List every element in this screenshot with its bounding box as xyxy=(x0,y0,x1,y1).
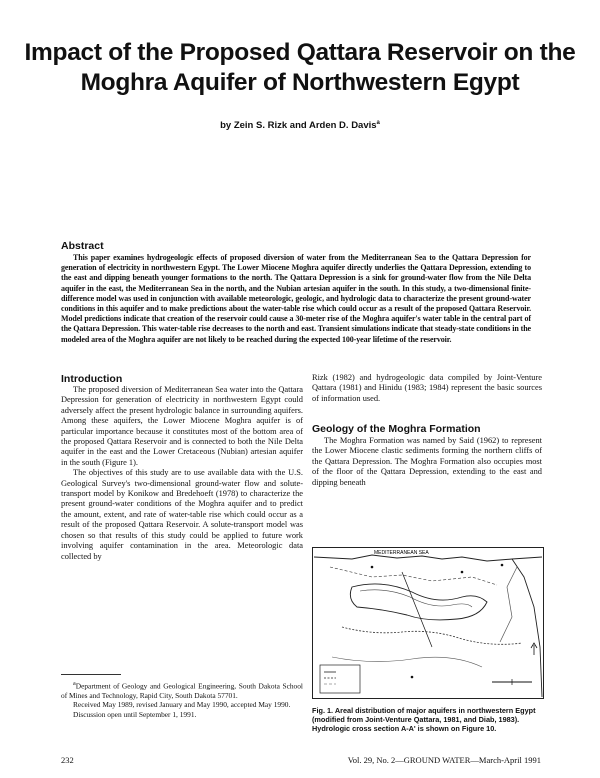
footnote-affiliation: $^a$Department of Geology and Geological Engineering, South Dakota School of Mines and Technology, Rapid City, South Dakota 57701. xyxy=(61,681,303,700)
map-label-sea: MEDITERRANEAN SEA xyxy=(374,550,429,556)
geology-body xyxy=(312,436,542,488)
author-names: by Zein S. Rizk and Arden D. Davis xyxy=(220,120,377,132)
page-number: 232 xyxy=(61,755,74,765)
geology-paragraph: The Moghra Formation was named by Said (1962) to represent the Lower Miocene clastic sediments forming the northern cliffs of the Qattara Depression. The Moghra Formation also occupies most of the floor of the Qattara Depression, extending to the east and dipping beneath xyxy=(312,436,542,487)
figure-1-map xyxy=(312,547,544,699)
introduction-paragraph-1: The proposed diversion of Mediterranean Sea water into the Qattara Depression for generation of electricity in northwestern Egypt could adversely affect the present hydrologic balance in surrounding aquifers. Among these aquifers, the Lower Miocene Moghra aquifer is of particular importance because it constitutes most of the bottom area of the proposed Qattara Reservoir and is connected to both the Nile Delta aquifer in the east and the Lower Cretaceous (Nubian) artesian aquifer in the south (Figure 1). xyxy=(61,385,303,467)
author-line xyxy=(0,120,600,131)
town-marker xyxy=(411,676,414,679)
town-marker xyxy=(501,564,504,567)
journal-info: Vol. 29, No. 2—GROUND WATER—March-April 1991 xyxy=(347,755,541,765)
footnote-marker: a xyxy=(73,681,76,687)
author-footnote-marker: a xyxy=(376,120,380,126)
footnote-rule xyxy=(61,674,121,675)
footnote-received: Received May 1989, revised January and May 1990, accepted May 1990. xyxy=(73,700,291,710)
footnotes xyxy=(61,680,303,719)
town-marker xyxy=(461,571,464,574)
introduction-paragraph-2: The objectives of this study are to use available data with the U.S. Geological Survey's two-dimensional ground-water flow and solute-transport model by Konikow and Bredehoeft (1978) to characterize the present ground-water conditions of the Moghra aquifer and to predict the amount, extent, and rate of water-table rise which could occur as a result of the proposed Qattara Reservoir. A solute-transport model was chosen so that results of this study could be applied to future work involving aquifer contamination in the area. Meteorologic data collected by xyxy=(61,468,303,561)
paper-title: Impact of the Proposed Qattara Reservoir on the Moghra Aquifer of Northwestern Egypt xyxy=(24,39,576,96)
introduction-heading: Introduction xyxy=(61,373,123,385)
geology-heading: Geology of the Moghra Formation xyxy=(312,423,481,435)
map-legend-box xyxy=(320,665,360,693)
town-marker xyxy=(371,566,374,569)
introduction-body xyxy=(61,385,303,562)
figure-1-caption: Fig. 1. Areal distribution of major aquifers in northwestern Egypt (modified from Joint-Venture Qattara, 1981, and Diab, 1983). Hydrologic cross section A-A' is shown on Figure 10. xyxy=(312,706,536,734)
abstract-text: This paper examines hydrogeologic effects of proposed diversion of water from the Mediterranean Sea to the Qattara Depression for generation of electricity in northwestern Egypt. The Lower Miocene Moghra aquifer directly underlies the Qattara Depression, extending to the east and dipping beneath younger formations to the north. The Qattara Depression is a sink for ground-water flow from the Nile Delta aquifer in the east, the Mediterranean Sea in the north, and the Nubian artesian aquifer in the south. In this study, a two-dimensional finite-difference model was used in conjunction with available meteorologic, geologic, and hydrologic data to characterize the present ground-water conditions in this aquifer and to make predictions about the water-table rise which could occur as a result of the proposed Qattara Reservoir. Model predictions indicate that creation of the reservoir could cause a 30-meter rise of the Moghra aquifer's water table in the central part of the Qattara Depression. This water-table rise decreases to the north and east. Transient simulations indicate that steady-state conditions in the modeled area of the Moghra aquifer are not likely to be reached during the expected 100-year lifetime of the reservoir. xyxy=(61,253,531,344)
introduction-continuation xyxy=(312,373,542,404)
introduction-continuation-text: Rizk (1982) and hydrogeologic data compiled by Joint-Venture Qattara (1981) and Hinidu (1983; 1984) represent the basic sources of information used. xyxy=(312,373,542,403)
footnote-discussion: Discussion open until September 1, 1991. xyxy=(73,709,197,719)
abstract-heading: Abstract xyxy=(61,240,104,252)
